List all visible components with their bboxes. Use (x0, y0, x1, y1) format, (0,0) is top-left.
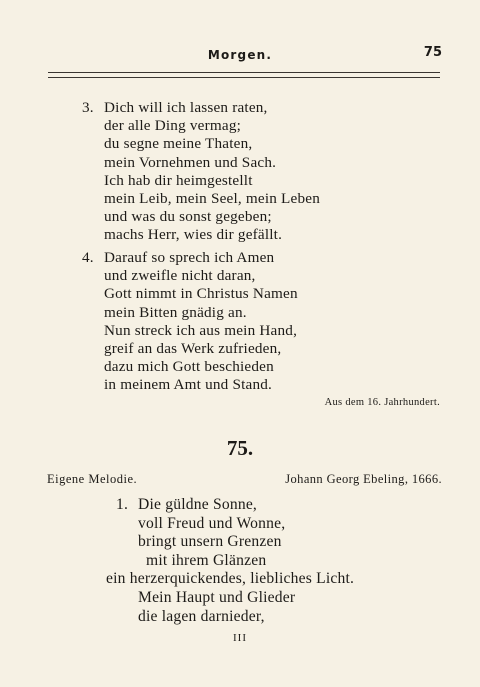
composer-credit: Johann Georg Ebeling, 1666. (285, 472, 442, 486)
stanza-line: 3. Dich will ich lassen raten, (82, 99, 268, 116)
stanza-line: mein Vornehmen und Sach. (104, 153, 277, 171)
stanza-line: 4. Darauf so sprech ich Amen (82, 249, 275, 266)
stanza-line: voll Freud und Wonne, (138, 514, 286, 532)
stanza-line: dazu mich Gott beschieden (104, 358, 274, 376)
stanza-line: 1. Die güldne Sonne, (116, 496, 258, 513)
stanza-line: die lagen darnieder, (138, 607, 265, 625)
header-double-rule (48, 72, 440, 78)
stanza-number: 4. (82, 249, 94, 266)
stanza-line: Gott nimmt in Christus Namen (104, 285, 298, 303)
stanza-line: Mein Haupt und Glieder (138, 588, 296, 606)
stanza-line: Ich hab dir heimgestellt (104, 171, 253, 189)
stanza-line: greif an das Werk zufrieden, (104, 340, 282, 358)
stanza-3 (82, 99, 320, 245)
source-attribution: Aus dem 16. Jahrhundert. (324, 397, 440, 408)
stanza-number: 1. (116, 496, 129, 513)
stanza-line: machs Herr, wies dir gefällt. (104, 226, 283, 244)
page-number: 75 (423, 45, 442, 60)
stanza-4 (82, 249, 298, 395)
stanza-line: mein Bitten gnädig an. (104, 303, 247, 321)
stanza-line: mit ihrem Glänzen (146, 551, 267, 569)
stanza-line: Nun streck ich aus mein Hand, (104, 321, 298, 339)
stanza-line: du segne meine Thaten, (104, 135, 253, 153)
running-head-title: Morgen. (207, 48, 273, 62)
stanza-line: und zweifle nicht daran, (104, 267, 256, 285)
hymn-75-stanza-1 (106, 496, 355, 626)
stanza-line: in meinem Amt und Stand. (104, 376, 273, 394)
signature-folio: III (233, 632, 247, 644)
running-head (0, 45, 480, 68)
melody-note: Eigene Melodie. (47, 472, 138, 486)
stanza-line: ein herzerquickendes, liebliches Licht. (106, 570, 355, 588)
stanza-line: bringt unsern Grenzen (138, 533, 282, 551)
stanza-line: mein Leib, mein Seel, mein Leben (104, 190, 321, 208)
stanza-line: und was du sonst gegeben; (104, 208, 272, 226)
stanza-line: der alle Ding vermag; (104, 117, 242, 135)
hymn-number: 75. (226, 436, 254, 460)
stanza-number: 3. (82, 99, 94, 116)
